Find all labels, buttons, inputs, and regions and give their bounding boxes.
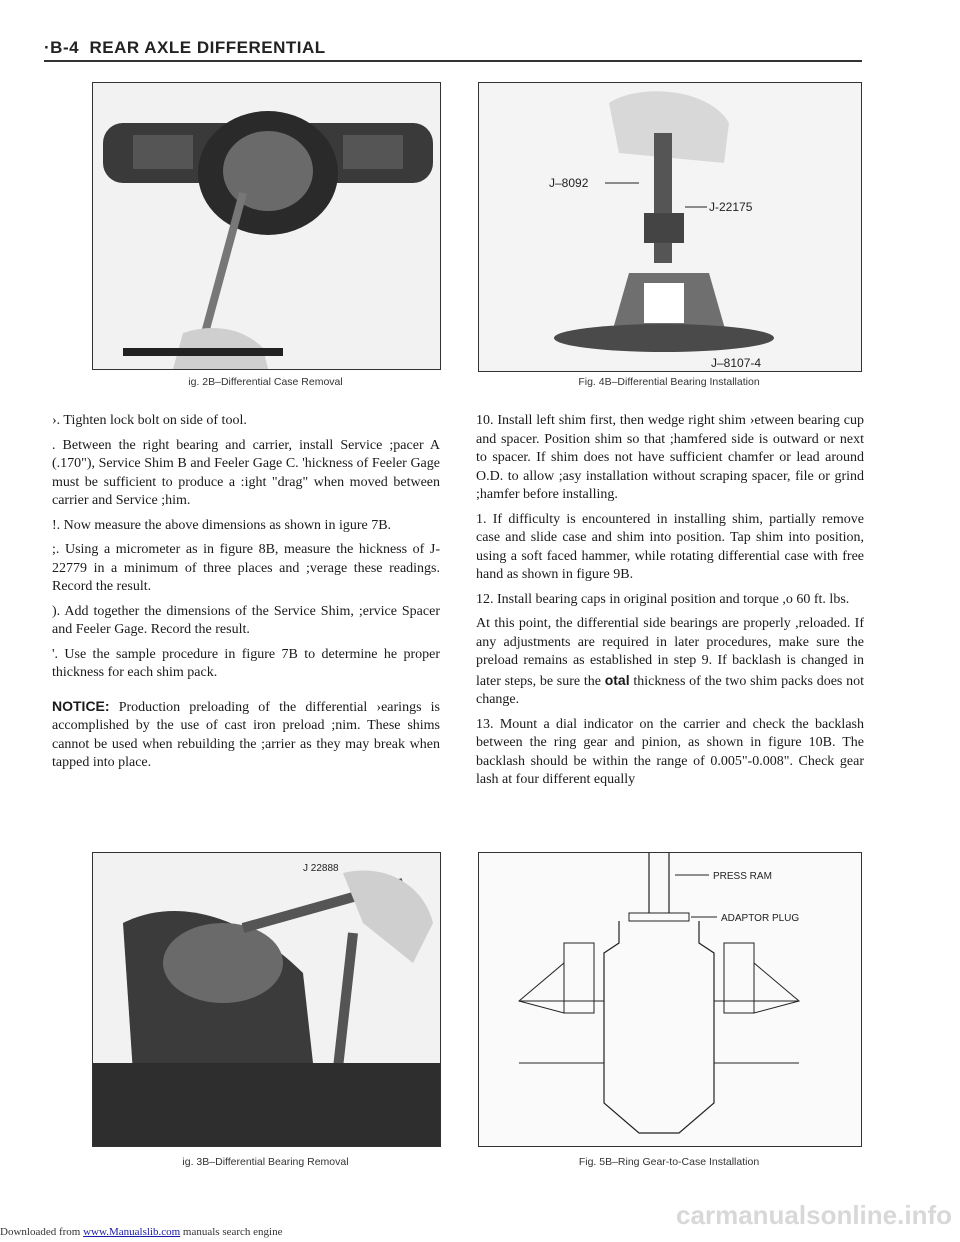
differential-case-photo: [93, 83, 440, 369]
step-12: 12. Install bearing caps in original position and torque ,o 60 ft. lbs.: [476, 591, 850, 607]
figure-5b-caption: Fig. 5B–Ring Gear-to-Case Installation: [578, 1156, 760, 1168]
ring-gear-diagram: [479, 853, 861, 1146]
footer-prefix: Downloaded from: [0, 1226, 84, 1238]
footer: [0, 1226, 282, 1238]
step-10: 10. Install left shim first, then wedge right shim ›etween bearing cup and spacer. Position shim so that ;hamfered side is outward or next to spacer. If shim does not have sufficient chamfer or lead around O.D. to allow ;asy installation without scraping spacer, file or grind ;hamfer before installing.: [476, 413, 864, 502]
figure-3b-caption: ig. 3B–Differential Bearing Removal: [182, 1156, 349, 1168]
step-13: 13. Mount a dial indicator on the carrier and check the backlash between the ring gear and pinion, as shown in figure 10B. The backlash should be within the range of 0.005"-0.008". Check gear lash at four different equally: [476, 716, 864, 787]
section-number: ·B-4: [44, 38, 80, 57]
step-add-dimensions: ). Add together the dimensions of the Service Shim, ;ervice Spacer and Feeler Gage. Record the result.: [52, 603, 440, 637]
header-rule: [44, 60, 862, 62]
step-tighten-bolt: ›. Tighten lock bolt on side of tool.: [52, 413, 247, 428]
step-measure-dimensions: !. Now measure the above dimensions as shown in igure 7B.: [52, 517, 392, 533]
notice-text: Production preloading of the differential ›earings is accomplished by the use of cast iron preload ;nim. These shims cannot be used when rebuilding the ;arrier as they may break when tapped into place.: [52, 699, 440, 770]
right-column: [476, 412, 864, 796]
preload-note-bold: otal: [604, 671, 630, 688]
notice-label: NOTICE:: [52, 697, 110, 714]
page-header: [44, 38, 326, 58]
label-j8092: J–8092: [549, 176, 589, 190]
step-micrometer: ;. Using a micrometer as in figure 8B, measure the hickness of J-22779 in a minimum of three places and ;verage these readings. Record the result.: [52, 542, 440, 594]
step-11: 1. If difficulty is encountered in installing shim, partially remove case and slide case and shim into position. Tap shim into position, using a soft faced hammer, while rotating differential case with free hand as shown in figure 9B.: [476, 511, 864, 582]
step-install-service-spacer: . Between the right bearing and carrier, install Service ;pacer A (.170"), Service Shim B and Feeler Gage C. 'hickness of Feeler Gage must be sufficient to produce a :ight "drag" when moved between carrier and Service ;him.: [52, 437, 440, 508]
label-press-ram: PRESS RAM: [713, 871, 772, 882]
figure-2b-caption: ig. 2B–Differential Case Removal: [188, 376, 343, 388]
step-sample-procedure: '. Use the sample procedure in figure 7B to determine he proper thickness for each shim pack.: [52, 646, 440, 680]
figure-4b-caption: Fig. 4B–Differential Bearing Installation: [578, 376, 760, 388]
label-adaptor-plug: ADAPTOR PLUG: [721, 913, 800, 924]
figure-2b-photo: [92, 82, 441, 370]
preload-note: [476, 615, 864, 710]
watermark: carmanualsonline.info: [676, 1200, 952, 1230]
footer-suffix: manuals search engine: [180, 1226, 283, 1238]
figure-5b-diagram: [478, 852, 862, 1147]
figure-3b-photo: [92, 852, 441, 1147]
left-column: [52, 412, 440, 779]
section-title: REAR AXLE DIFFERENTIAL: [89, 38, 326, 57]
label-j22175: J-22175: [709, 200, 753, 214]
manualslib-link[interactable]: www.Manualslib.com: [83, 1226, 181, 1238]
notice-block: [52, 697, 440, 773]
label-j81074: J–8107-4: [711, 356, 762, 370]
preload-note-a: At this point, the differential side bearings are properly ,reloaded. If any adjustments are required in later procedures, make sure the preload remains as established in step 9. If backlash is changed in later steps, be sure the: [476, 616, 864, 689]
preload-note-b: thickness of the two shim packs does not change.: [476, 673, 865, 707]
label-j22888: J 22888: [303, 863, 339, 874]
figure-4b-photo: [478, 82, 862, 372]
